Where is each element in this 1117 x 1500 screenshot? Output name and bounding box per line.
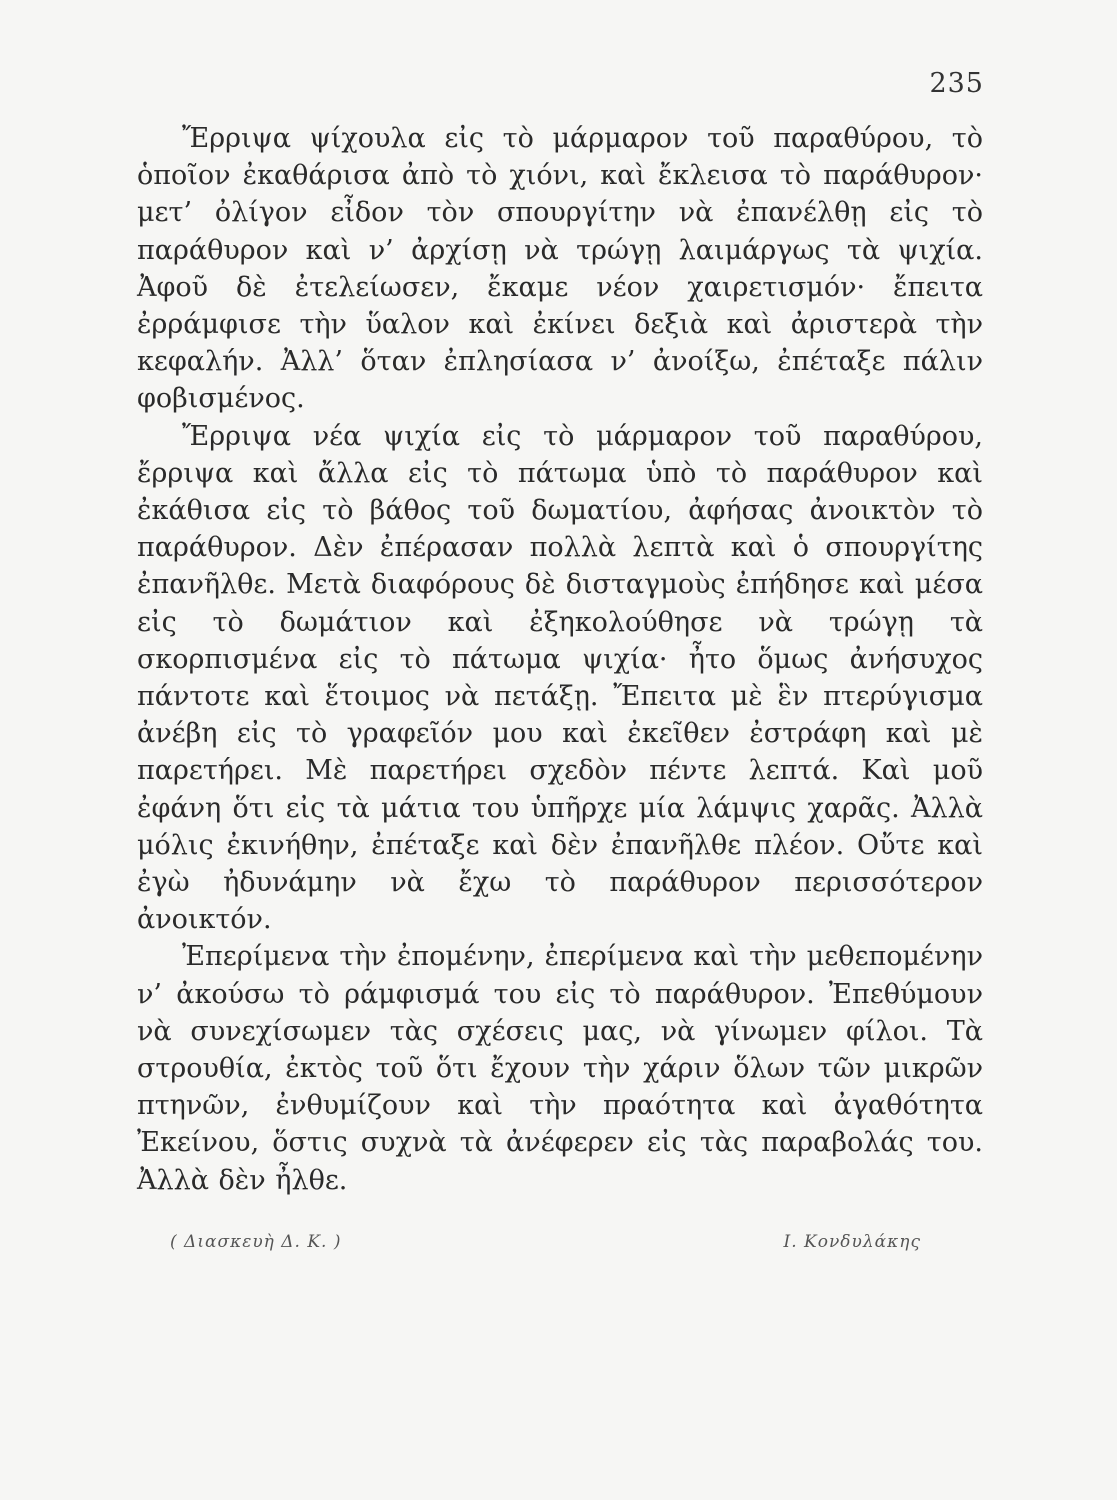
body-text [137, 120, 983, 1199]
page-number: 235 [929, 68, 984, 99]
source-attribution: ( Διασκευὴ Δ. Κ. ) [170, 1232, 342, 1252]
paragraph-2: Ἔρριψα νέα ψιχία εἰς τὸ μάρμαρον τοῦ παραθύρου, ἔρριψα καὶ ἄλλα εἰς τὸ πάτωμα ὑπὸ τὸ παράθυρον καὶ ἐκάθισα εἰς τὸ βάθος τοῦ δωματίου, ἀφήσας ἀνοικτὸν τὸ παράθυρον. Δὲν ἐπέρασαν πολλὰ λεπτὰ καὶ ὁ σπουργίτης ἐπανῆλθε. Μετὰ διαφόρους δὲ δισταγμοὺς ἐπήδησε καὶ μέσα εἰς τὸ δωμάτιον καὶ ἐξηκολούθησε νὰ τρώγῃ τὰ σκορπισμένα εἰς τὸ πάτωμα ψιχία· ἦτο ὅμως ἀνήσυχος πάντοτε καὶ ἕτοιμος νὰ πετάξῃ. Ἔπειτα μὲ ἓν πτερύγισμα ἀνέβη εἰς τὸ γραφεῖόν μου καὶ ἐκεῖθεν ἐστράφη καὶ μὲ παρετήρει. Μὲ παρετήρει σχεδὸν πέντε λεπτά. Καὶ μοῦ ἐφάνη ὅτι εἰς τὰ μάτια του ὑπῆρχε μία λάμψις χαρᾶς. Ἀλλὰ μόλις ἐκινήθην, ἐπέταξε καὶ δὲν ἐπανῆλθε πλέον. Οὔτε καὶ ἐγὼ ἠδυνάμην νὰ ἔχω τὸ παράθυρον περισσότερον ἀνοικτόν. [137, 420, 983, 936]
author-name: Ι. Κονδυλάκης [783, 1232, 921, 1252]
paragraph-3: Ἐπερίμενα τὴν ἐπομένην, ἐπερίμενα καὶ τὴν μεθεπομένην ν’ ἀκούσω τὸ ράμφισμά του εἰς τὸ παράθυρον. Ἐπεθύμουν νὰ συνεχίσωμεν τὰς σχέσεις μας, νὰ γίνωμεν φίλοι. Τὰ στρουθία, ἐκτὸς τοῦ ὅτι ἔχουν τὴν χάριν ὅλων τῶν μικρῶν πτηνῶν, ἐνθυμίζουν καὶ τὴν πραότητα καὶ ἀγαθότητα Ἐκείνου, ὅστις συχνὰ τὰ ἀνέφερεν εἰς τὰς παραβολάς του. Ἀλλὰ δὲν ἦλθε. [137, 941, 983, 1196]
paragraph-1: Ἔρριψα ψίχουλα εἰς τὸ μάρμαρον τοῦ παραθύρου, τὸ ὁποῖον ἐκαθάρισα ἀπὸ τὸ χιόνι, καὶ ἔκλεισα τὸ παράθυρον· μετ’ ὀλίγον εἶδον τὸν σπουργίτην νὰ ἐπανέλθῃ εἰς τὸ παράθυρον καὶ ν’ ἀρχίσῃ νὰ τρώγῃ λαιμάργως τὰ ψιχία. Ἀφοῦ δὲ ἐτελείωσεν, ἔκαμε νέον χαιρετισμόν· ἔπειτα ἐρράμφισε τὴν ὕαλον καὶ ἐκίνει δεξιὰ καὶ ἀριστερὰ τὴν κεφαλήν. Ἀλλ’ ὅταν ἐπλησίασα ν’ ἀνοίξω, ἐπέταξε πάλιν φοβισμένος. [137, 123, 983, 415]
